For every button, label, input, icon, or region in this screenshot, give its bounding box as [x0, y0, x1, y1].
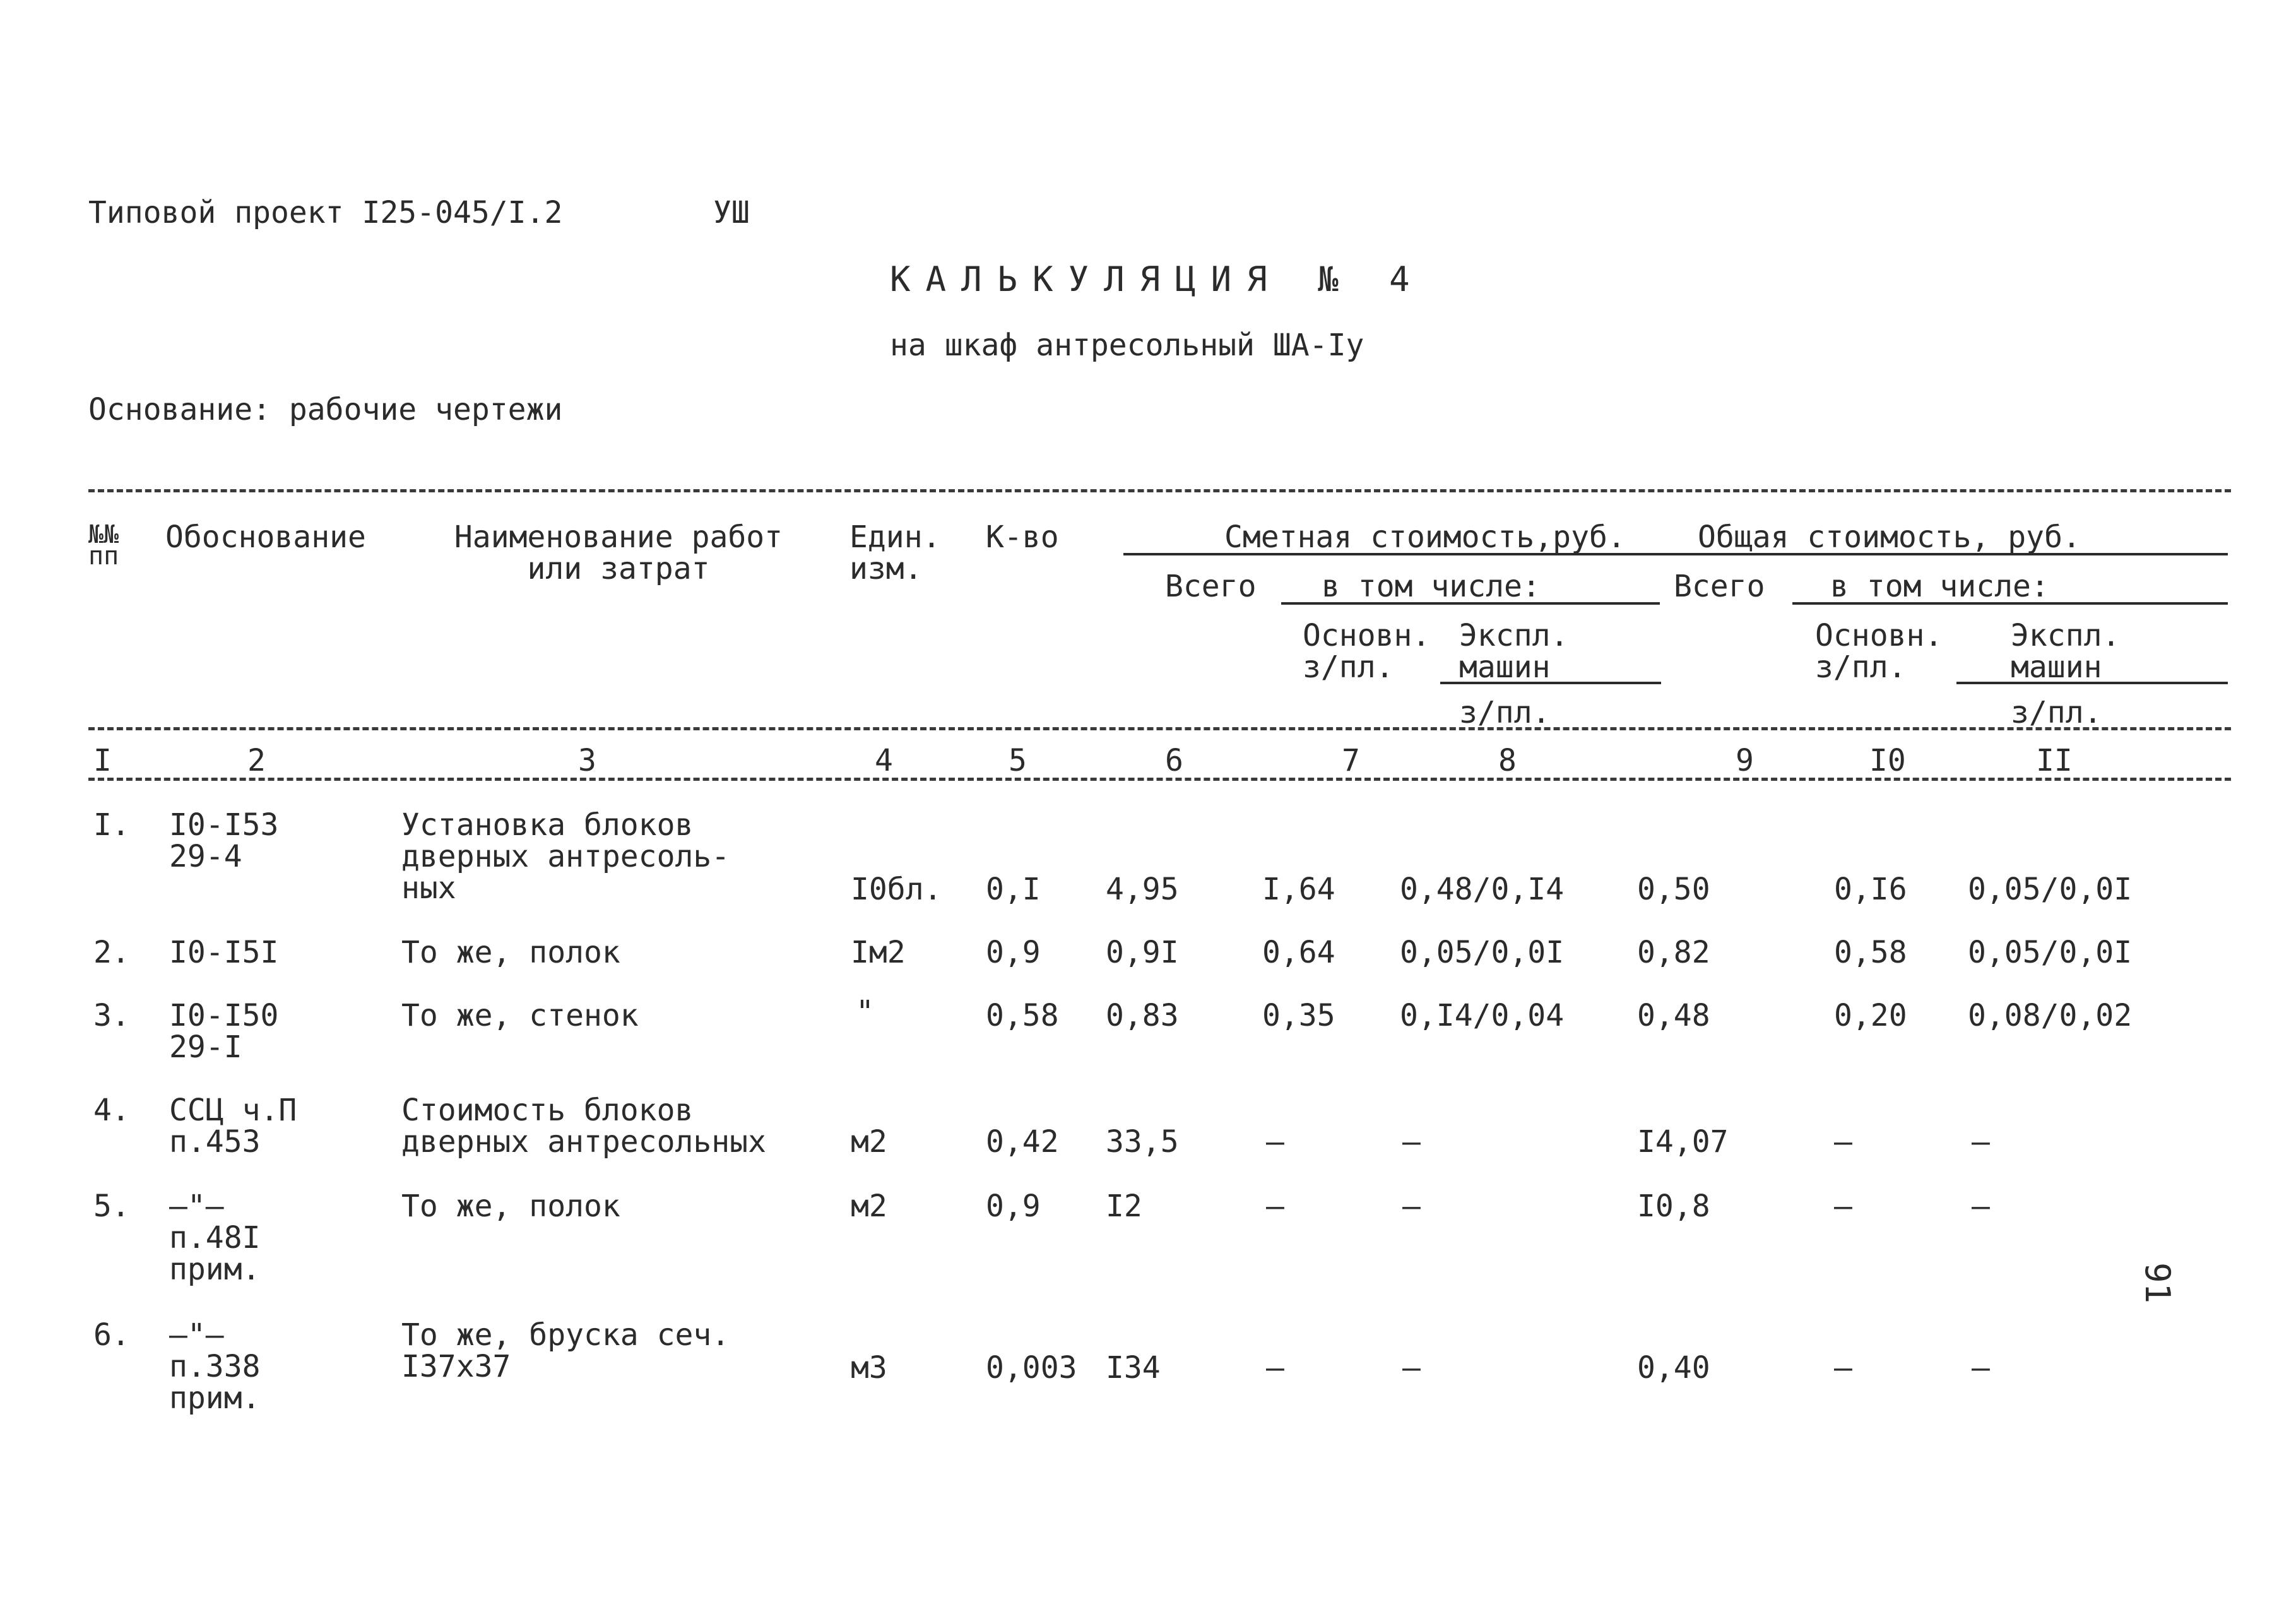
row-gen-main-wage: 0,58	[1834, 935, 1907, 970]
row-est-main-wage: –	[1266, 1124, 1284, 1160]
header-gen-machine: Экспл. машин	[2011, 618, 2121, 685]
row-gen-total: 0,48	[1637, 998, 1710, 1033]
row-num: 5.	[93, 1189, 130, 1224]
colnum-8: 8	[1498, 743, 1517, 778]
row-est-total: 0,9I	[1106, 935, 1179, 970]
row-num: 2.	[93, 935, 130, 970]
header-qty: К-во	[986, 519, 1059, 555]
header-gen-including: в том числе:	[1830, 569, 2049, 604]
colnum-2: 2	[247, 743, 266, 778]
row-est-total: 33,5	[1106, 1124, 1179, 1160]
header-bottom-rule	[88, 727, 2231, 730]
row-num: 6.	[93, 1317, 130, 1353]
row-gen-total: 0,50	[1637, 872, 1710, 907]
row-name: Стоимость блоков дверных антресольных	[401, 1093, 766, 1160]
row-qty: 0,9	[986, 935, 1041, 970]
row-name: То же, стенок	[401, 998, 639, 1033]
table-top-rule	[88, 489, 2231, 492]
row-est-machine: –	[1402, 1189, 1421, 1224]
colnum-3: 3	[578, 743, 596, 778]
row-est-main-wage: –	[1266, 1350, 1284, 1385]
row-est-main-wage: –	[1266, 1189, 1284, 1224]
header-gen-machine-wage: з/пл.	[2011, 695, 2102, 730]
colnum-1: I	[93, 743, 112, 778]
header-total-cost: Общая стоимость, руб.	[1698, 519, 2081, 555]
header-est-main-wage: Основн. з/пл.	[1303, 618, 1431, 685]
page-number: 91	[2138, 1262, 2177, 1304]
row-est-main-wage: 0,64	[1262, 935, 1335, 970]
header-estimated-cost: Сметная стоимость,руб.	[1224, 519, 1626, 555]
document-title: КАЛЬКУЛЯЦИЯ № 4	[890, 259, 1425, 299]
colnum-10: I0	[1869, 743, 1906, 778]
row-qty: 0,I	[986, 872, 1041, 907]
header-est-including: в том числе:	[1322, 569, 1541, 604]
row-gen-main-wage: –	[1834, 1124, 1852, 1160]
row-gen-total: 0,40	[1637, 1350, 1710, 1385]
row-name: То же, полок	[401, 935, 620, 970]
row-gen-main-wage: 0,I6	[1834, 872, 1907, 907]
section-label: УШ	[713, 195, 750, 230]
row-unit: Iм2	[851, 935, 906, 970]
row-est-total: I2	[1106, 1189, 1142, 1224]
row-unit: I0бл.	[851, 872, 942, 907]
header-est-machine-wage: з/пл.	[1459, 695, 1551, 730]
row-gen-main-wage: –	[1834, 1350, 1852, 1385]
row-qty: 0,003	[986, 1350, 1077, 1385]
row-unit: м2	[851, 1124, 887, 1160]
colnum-11: II	[2036, 743, 2073, 778]
row-gen-main-wage: –	[1834, 1189, 1852, 1224]
row-gen-machine: –	[1972, 1189, 1990, 1224]
row-basis: I0-I50 29-I	[169, 998, 279, 1065]
row-unit: м3	[851, 1350, 887, 1385]
est-machine-rule	[1440, 682, 1661, 684]
colnum-4: 4	[875, 743, 893, 778]
row-gen-machine: 0,08/0,02	[1968, 998, 2133, 1033]
row-est-machine: –	[1402, 1124, 1421, 1160]
row-est-total: I34	[1106, 1350, 1161, 1385]
colnum-5: 5	[1009, 743, 1027, 778]
colnum-9: 9	[1736, 743, 1754, 778]
row-gen-total: I0,8	[1637, 1189, 1710, 1224]
row-est-machine: 0,I4/0,04	[1400, 998, 1565, 1033]
row-gen-machine: 0,05/0,0I	[1968, 872, 2133, 907]
header-gen-main-wage: Основн. з/пл.	[1815, 618, 1943, 685]
row-est-main-wage: 0,35	[1262, 998, 1335, 1033]
row-gen-total: I4,07	[1637, 1124, 1729, 1160]
row-num: I.	[93, 807, 130, 843]
row-name: Установка блоков дверных антресоль- ных	[401, 807, 730, 906]
header-unit: Един. изм.	[849, 519, 941, 586]
header-name: Наименование работ или затрат	[454, 519, 783, 586]
row-est-machine: 0,48/0,I4	[1400, 872, 1565, 907]
row-qty: 0,58	[986, 998, 1059, 1033]
project-label: Типовой проект I25-045/I.2	[88, 195, 563, 230]
cost-group-rule	[1123, 553, 2228, 555]
row-est-machine: 0,05/0,0I	[1400, 935, 1565, 970]
row-basis: I0-I53 29-4	[169, 807, 279, 874]
row-name: То же, полок	[401, 1189, 620, 1224]
row-num: 4.	[93, 1093, 130, 1128]
row-gen-machine: –	[1972, 1350, 1990, 1385]
header-num: №№ пп	[88, 520, 119, 571]
colnum-7: 7	[1342, 743, 1360, 778]
row-basis: I0-I5I	[169, 935, 279, 970]
document-subtitle: на шкаф антресольный ША-Iу	[890, 328, 1364, 363]
row-gen-machine: –	[1972, 1124, 1990, 1160]
header-est-machine: Экспл. машин	[1459, 618, 1569, 685]
row-basis: ССЦ ч.П п.453	[169, 1093, 297, 1160]
row-gen-total: 0,82	[1637, 935, 1710, 970]
row-est-main-wage: I,64	[1262, 872, 1335, 907]
basis-label: Основание: рабочие чертежи	[88, 392, 563, 427]
row-basis: –"– п.48I прим.	[169, 1189, 261, 1287]
gen-machine-rule	[1956, 682, 2228, 684]
row-gen-machine: 0,05/0,0I	[1968, 935, 2133, 970]
row-est-total: 4,95	[1106, 872, 1179, 907]
row-est-machine: –	[1402, 1350, 1421, 1385]
row-qty: 0,42	[986, 1124, 1059, 1160]
est-including-rule	[1281, 602, 1660, 605]
row-num: 3.	[93, 998, 130, 1033]
column-number-rule	[88, 778, 2231, 781]
row-gen-main-wage: 0,20	[1834, 998, 1907, 1033]
colnum-6: 6	[1165, 743, 1183, 778]
row-unit: "	[856, 994, 874, 1029]
header-gen-total: Всего	[1674, 569, 1765, 604]
header-est-total: Всего	[1165, 569, 1257, 604]
row-est-total: 0,83	[1106, 998, 1179, 1033]
row-qty: 0,9	[986, 1189, 1041, 1224]
row-unit: м2	[851, 1189, 887, 1224]
row-name: То же, бруска сеч. I37x37	[401, 1317, 730, 1384]
row-basis: –"– п.338 прим.	[169, 1317, 261, 1416]
header-basis: Обоснование	[165, 519, 366, 555]
gen-including-rule	[1792, 602, 2228, 605]
